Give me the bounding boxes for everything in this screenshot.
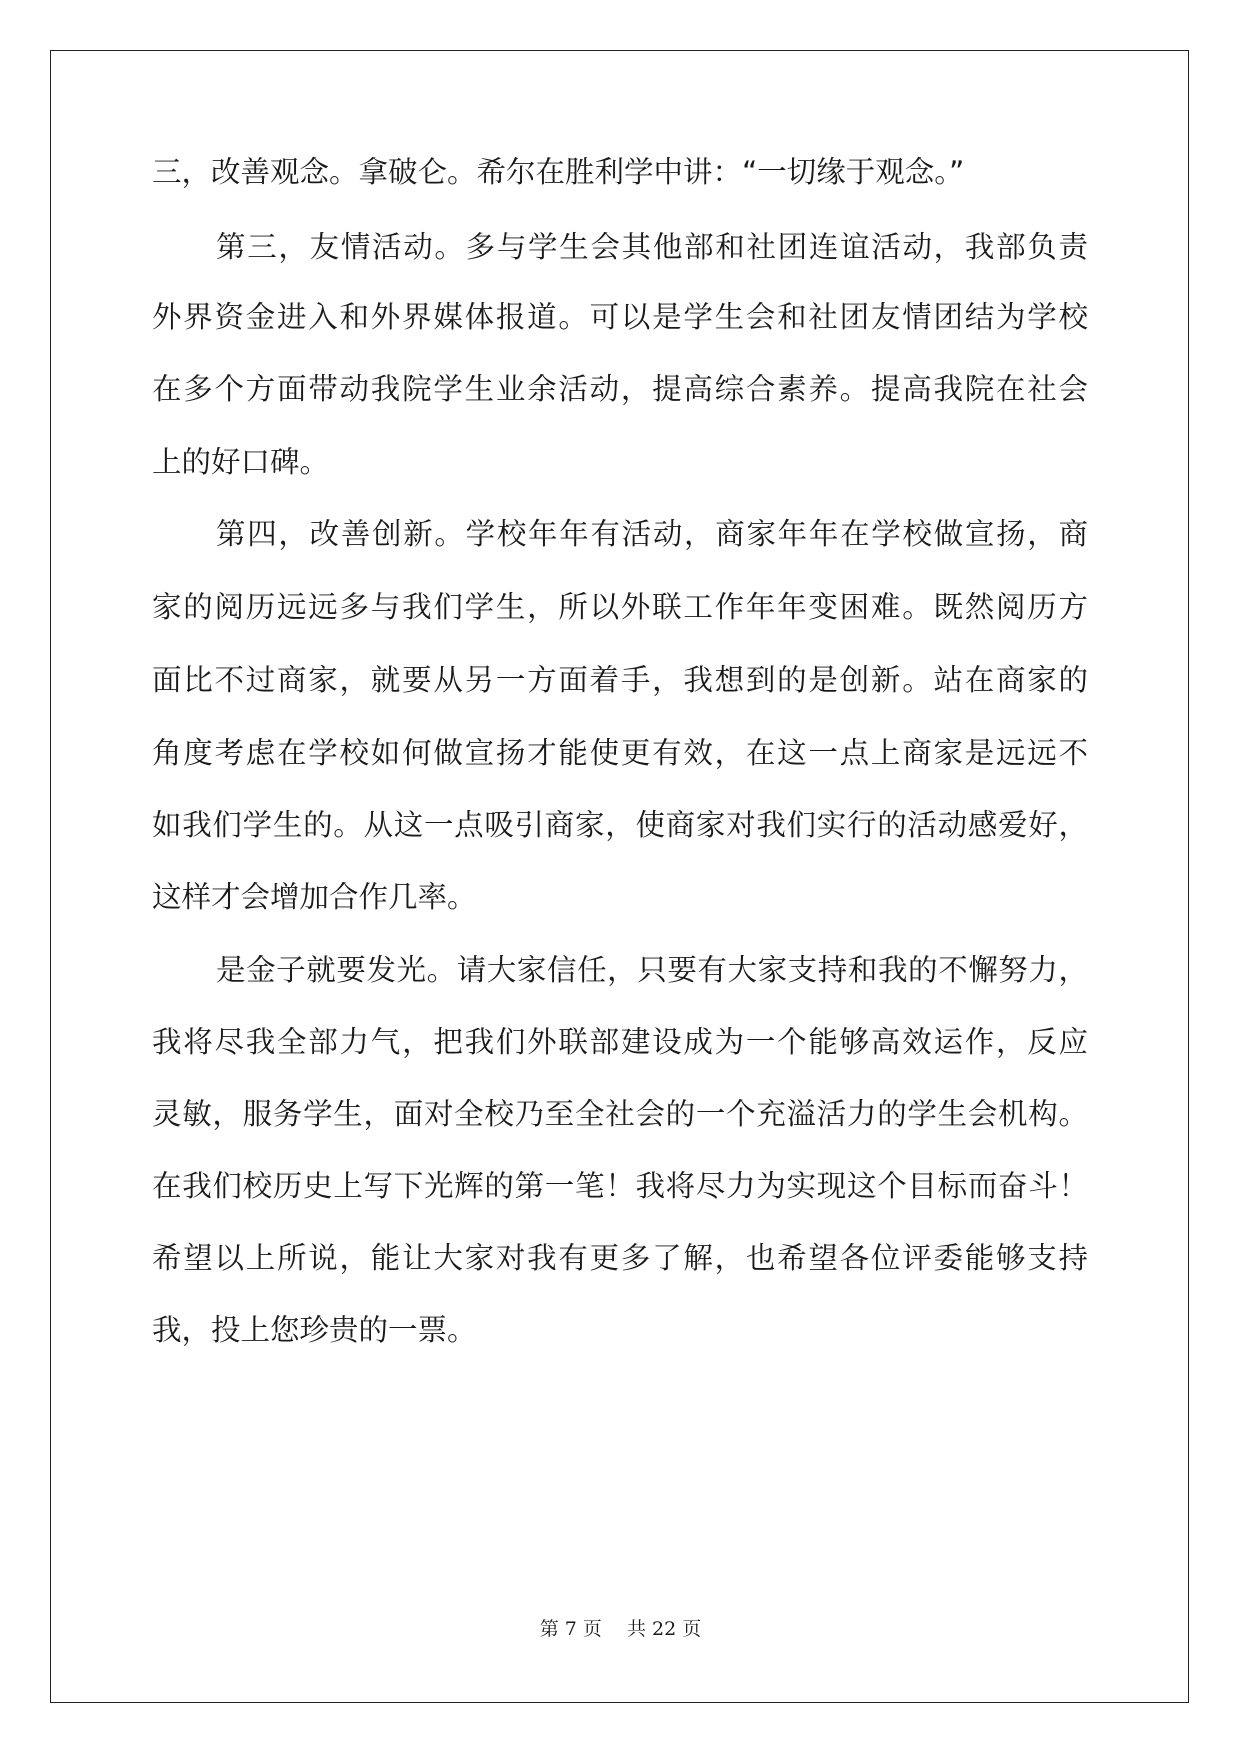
body-line: 我将尽我全部力气，把我们外联部建设成为一个能够高效运作，反应 — [152, 1025, 1088, 1059]
page-number-footer: 第 7 页 共 22 页 — [539, 1618, 702, 1640]
body-line: 家的阅历远远多与我们学生，所以外联工作年年变困难。既然阅历方 — [152, 590, 1088, 624]
body-line: 在多个方面带动我院学生业余活动，提高综合素养。提高我院在社会 — [152, 372, 1088, 406]
body-line: 在我们校历史上写下光辉的第一笔！我将尽力为实现这个目标而奋斗！ — [152, 1169, 1088, 1203]
body-line: 外界资金进入和外界媒体报道。可以是学生会和社团友情团结为学校 — [152, 300, 1088, 334]
body-line: 上的好口碑。 — [152, 445, 330, 479]
body-line: 这样才会增加合作几率。 — [152, 880, 477, 914]
body-line: 我，投上您珍贵的一票。 — [152, 1313, 477, 1347]
body-line: 希望以上所说，能让大家对我有更多了解，也希望各位评委能够支持 — [152, 1241, 1088, 1275]
body-line: 面比不过商家，就要从另一方面着手，我想到的是创新。站在商家的 — [152, 663, 1088, 697]
body-line: 灵敏，服务学生，面对全校乃至全社会的一个充溢活力的学生会机构。 — [152, 1097, 1088, 1131]
body-line: 角度考虑在学校如何做宣扬才能使更有效，在这一点上商家是远远不 — [152, 736, 1088, 770]
body-line: 如我们学生的。从这一点吸引商家，使商家对我们实行的活动感爱好， — [152, 808, 1088, 842]
body-line: 第四，改善创新。学校年年有活动，商家年年在学校做宣扬，商 — [216, 517, 1088, 551]
body-line: 是金子就要发光。请大家信任，只要有大家支持和我的不懈努力， — [216, 953, 1088, 987]
body-line: 第三，友情活动。多与学生会其他部和社团连谊活动，我部负责 — [216, 230, 1088, 264]
body-line: 三，改善观念。拿破仑。希尔在胜利学中讲：“一切缘于观念。” — [152, 155, 965, 189]
